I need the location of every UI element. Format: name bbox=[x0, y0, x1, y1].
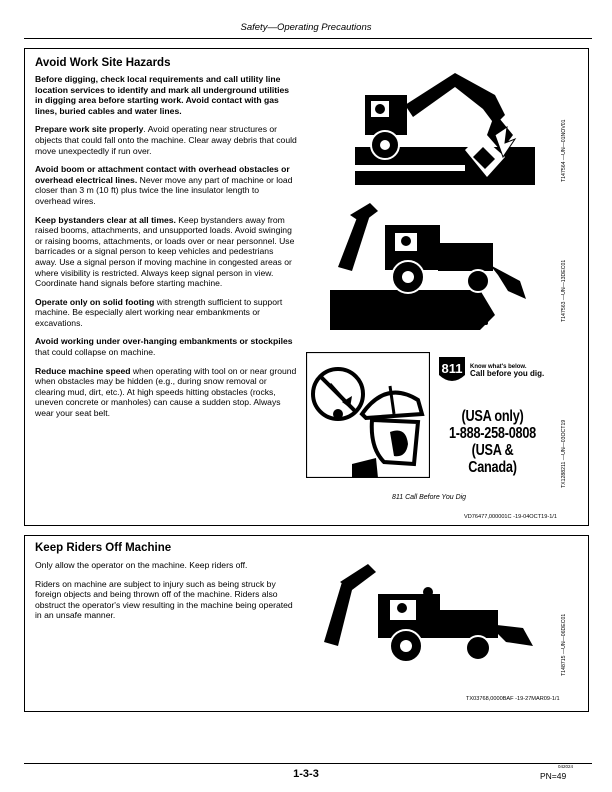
paragraph-footing bbox=[35, 297, 297, 329]
know-line2: Call before you dig. bbox=[470, 368, 545, 378]
paragraph-lead: Reduce machine speed bbox=[35, 365, 131, 376]
call-line: (USA only) bbox=[461, 408, 524, 425]
paragraph-text: that could collapse on machine. bbox=[35, 347, 156, 358]
know-line1: Know what's below. bbox=[470, 364, 527, 370]
section-title: Keep Riders Off Machine bbox=[35, 542, 172, 554]
call-numbers bbox=[436, 408, 549, 518]
doc-id: TX03768,0000BAF -19-27MAR09-1/1 bbox=[466, 696, 560, 702]
figure-code: TX1288211 —UN—03OCT19 bbox=[561, 419, 567, 488]
paragraph-text: Keep bystanders away from raised booms, attachments, and unsupported loads. Avoid swinging or raising booms, attachments, or loads over or near personnel. Use barricades or a signal person to keep vehicles and pedestrians away. Use a signal person if moving machine in congested areas or where visibility is restricted. Always keep signal person in view. Coordinate hand signals before starting machine. bbox=[35, 214, 295, 289]
paragraph-lead: Avoid boom or attachment contact with overhead obstacles or overhead electrical lines. bbox=[35, 164, 290, 185]
paragraph-lead: Operate only on solid footing bbox=[35, 296, 155, 307]
no-dig-worker-illustration bbox=[306, 352, 430, 478]
paragraph-bystanders bbox=[35, 215, 297, 289]
paragraph-text: . Avoid operating near structures or objects that could fall onto the machine. Clear away debris that could move unexpectedly if run over. bbox=[35, 124, 297, 156]
footer-pn: PN=49 bbox=[540, 771, 567, 781]
header-rule bbox=[24, 38, 592, 39]
figure-caption: 811 Call Before You Dig bbox=[392, 494, 467, 501]
section-body bbox=[35, 74, 297, 427]
paragraph-overhead bbox=[35, 164, 297, 206]
figure-code: T147564 —UN—01NOV01 bbox=[561, 119, 567, 182]
paragraph: Riders on machine are subject to injury such as being struck by foreign objects and being thrown off of the machine. Riders also obstruct the operator's view resulting in the machine being operated in an unsafe manner. bbox=[35, 578, 293, 621]
section-title: Avoid Work Site Hazards bbox=[35, 57, 171, 69]
paragraph-speed bbox=[35, 366, 297, 419]
figure-code: T148715 —UN—06DEC01 bbox=[561, 613, 567, 676]
paragraph: Only allow the operator on the machine. Keep riders off. bbox=[35, 560, 248, 570]
paragraph-text: Never move any part of machine or load closer than 3 m (10 ft) plus twice the line insulator length to overhead wires. bbox=[35, 174, 293, 206]
paragraph-prepare bbox=[35, 124, 297, 156]
section-body bbox=[35, 560, 297, 629]
paragraph-lead: Prepare work site properly bbox=[35, 124, 144, 135]
backhoe-gas-line-illustration bbox=[355, 65, 535, 185]
backhoe-embankment-illustration bbox=[330, 195, 530, 330]
paragraph-text: with strength sufficient to support machine. Be especially alert working near embankments or excavations. bbox=[35, 296, 283, 328]
paragraph-embankments bbox=[35, 336, 297, 357]
badge-811-number: 811 bbox=[441, 361, 463, 376]
call-line: (USA & Canada) bbox=[468, 442, 517, 476]
page-number: 1-3-3 bbox=[293, 768, 319, 780]
figure-code: T147563 —UN—13DEC01 bbox=[561, 259, 567, 322]
backhoe-rider-illustration bbox=[318, 556, 548, 666]
call-line: 1-888-258-0808 bbox=[448, 425, 536, 442]
know-whats-below bbox=[470, 364, 544, 377]
intro-paragraph: Before digging, check local requirements and call utility line location services to identify and mark all underground utilities in digging area before starting work. Avoid contact with gas lines, buried cables and water lines. bbox=[35, 74, 290, 116]
paragraph-text: when operating with tool on or near ground when obstacles may be hidden (e.g., during snow removal or clearing mud, dirt, etc.). At high speeds hitting obstacles (rocks, uneven concrete or manholes) can cause a sudden stop. Always wear your seat belt. bbox=[35, 365, 297, 419]
footer-date: 042024 bbox=[558, 764, 574, 769]
paragraph-lead: Avoid working under over-hanging embankments or stockpiles bbox=[35, 336, 293, 347]
badge-811 bbox=[437, 355, 467, 385]
footer-rule bbox=[24, 763, 592, 764]
doc-id: VD76477,000001C -19-04OCT19-1/1 bbox=[464, 514, 557, 520]
running-header: Safety—Operating Precautions bbox=[240, 22, 372, 33]
paragraph-lead: Keep bystanders clear at all times. bbox=[35, 214, 176, 225]
